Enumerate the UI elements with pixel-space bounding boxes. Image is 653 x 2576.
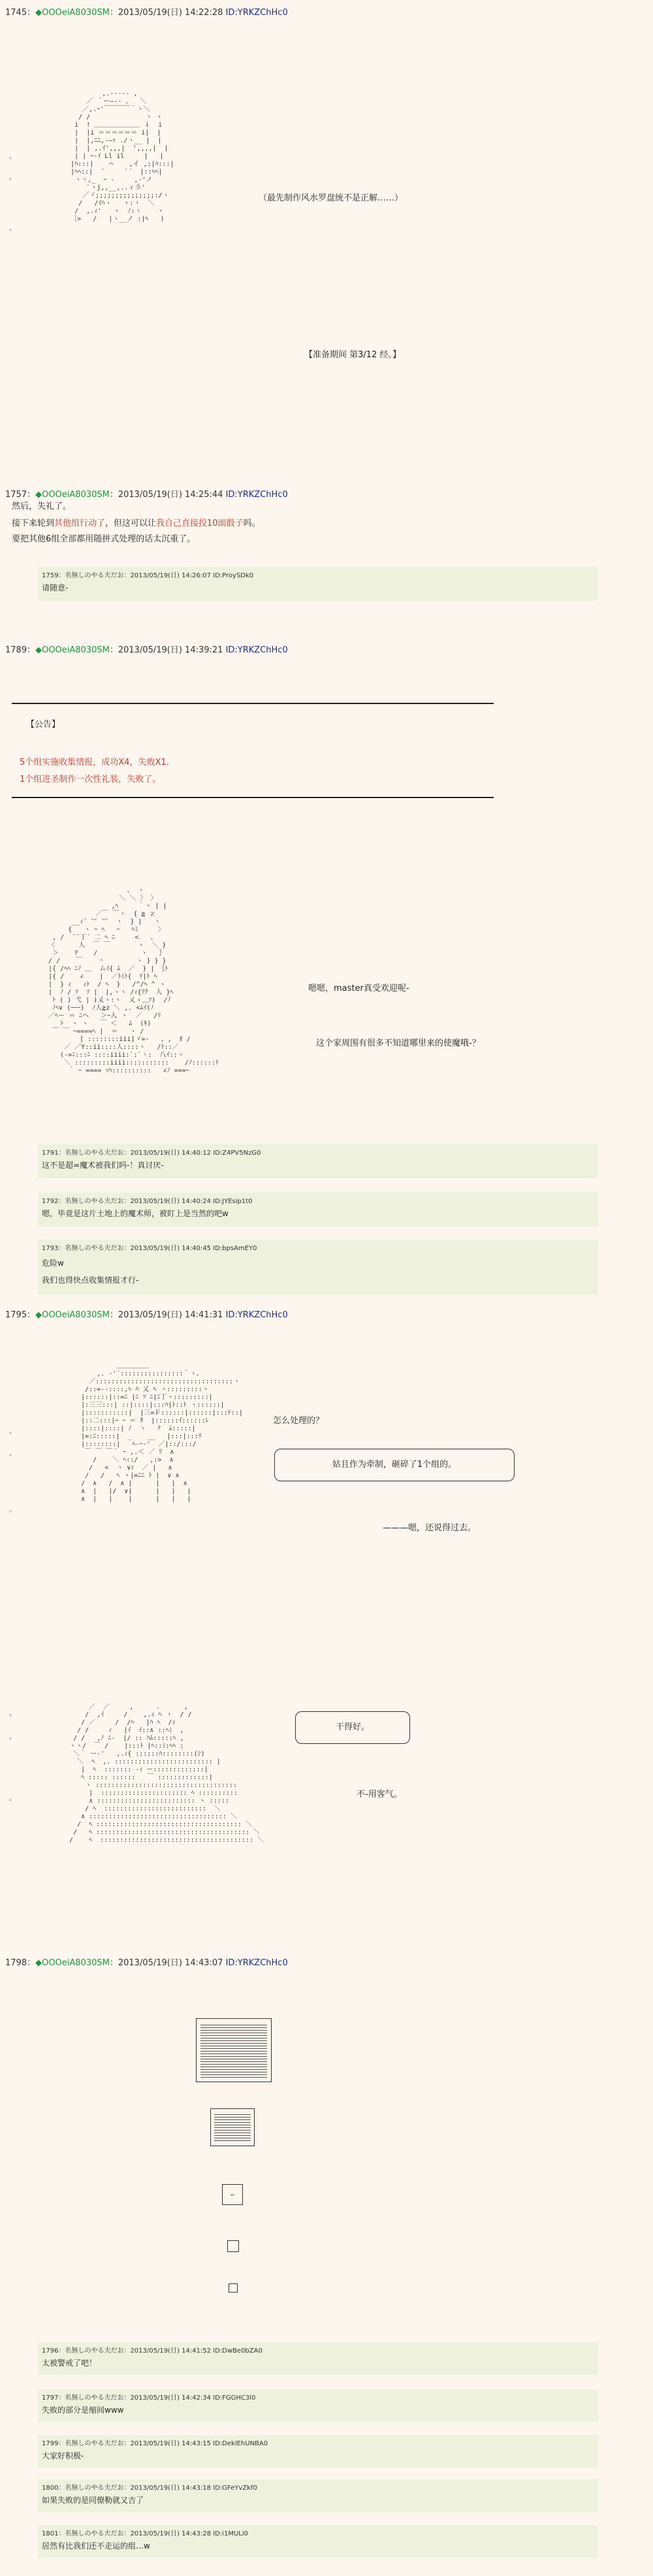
post-header-1745 <box>5 5 288 18</box>
notice-title: 【公告】 <box>26 720 61 730</box>
reply-body: 嗯，毕竟是这片土地上的魔术师，被盯上是当然的吧w <box>42 1209 229 1218</box>
ascii-art-character: ,.----- , ／ ｀ー―-- 、 ＼ ／,.ｰ'￣￣￣￣｀ヽ＼ / / ヽ ヽ i ! ＿＿＿＿＿＿＿ ｉ i | |i ＝＝＝＝＝＝ i| | | |,ﾆﾆ,-―ｧ ./ヽ__ | | | | ,.ｲ',,,| ',,,,| | | | ｰ-ｲ Ll il | | |ﾊ:::| ⌒ ,イ ,:|ﾊ:::| |ﾍﾍ::| ´ `´ |::ﾍﾍ| ヽヽ,_ ｰ ‐ ,-'ノ `ヽj,,__,..ィ彡' ／ヾ;;;;;;;;;;;;;;;:/ヽ / /ｲﾊヽ ヽ:ヽ ＼ / ,.ｨ' ヽ ﾉ:ヽ ヽ 〔> / |ヽ__ノ :|ﾍ ) <box>71 90 174 223</box>
poster-id[interactable]: ID:YRKZChHc0 <box>225 1310 288 1320</box>
reply-1800 <box>38 2479 598 2512</box>
speech-line: 嗯嗯，master真受欢迎呢- <box>308 984 409 993</box>
shrinking-square <box>229 2283 238 2293</box>
reply-1792 <box>38 1193 598 1227</box>
reply-header: 1793：名無しのやる夫だお：2013/05/19(日) 14:40:45 ID:bpsAmEY0 <box>42 1245 257 1252</box>
preparation-status: 【准备期间 第3/12 经。】 <box>304 350 401 360</box>
reply-1796 <box>38 2342 598 2375</box>
speech-line: 这个家周围有很多不知道哪里来的使魔哦-？ <box>316 1038 481 1048</box>
text-segment: 接下来轮到 <box>12 519 55 528</box>
reply-body: 失败的部分是缩间www <box>42 2406 124 2415</box>
divider <box>12 797 494 798</box>
question-text: 怎么处理的？ <box>273 1416 325 1426</box>
post-header-1789 <box>5 643 288 655</box>
aside-text: （最先制作风水罗盘统不是正解……） <box>259 193 404 203</box>
margin-dot <box>9 229 12 231</box>
reply-1759 <box>38 567 598 601</box>
post-number: 1795： <box>5 1310 36 1320</box>
reply-body: 太被警戒了吧！ <box>42 2359 97 2368</box>
post-line: 然后，失礼了。 <box>12 502 72 511</box>
margin-dot <box>9 1714 12 1716</box>
highlight-text: 其他组行动了 <box>54 519 106 528</box>
reply-header: 1801：名無しのやる夫だお：2013/05/19(日) 14:43:28 ID:i1MULi0 <box>42 2530 248 2537</box>
post-header-1798 <box>5 1956 288 1968</box>
reply-body: 大家好积极- <box>42 2451 84 2460</box>
narration-text: 不-用客气。 <box>357 1790 402 1799</box>
highlight-text: 我自己直接投10面骰子 <box>156 519 244 528</box>
text-segment: ，但这可以让 <box>105 519 157 528</box>
reply-1791 <box>38 1144 598 1178</box>
ascii-art-character: ／ ／ , ､ , / ,ｲ / ,.ｨ ﾍ ヽ / / / ／ / /ﾍ |ﾊ ﾍ /ｨ / / ｨ |ｲ ｲ::∧ ::ﾍﾐ , / / ,ﾉ ﾆ- |/ :: ﾊﾑ:::::ﾍ , ヽヽ/ ￣ / |:::ﾄ |ﾍ::ﾐ:ﾍﾍ : ＼｀ ー-' ,.ｨ{ ::::::ﾊ::::::::(ｼ) ＼ ﾍ ,. ::::::::::::::::::::::::: | | ﾍ ::::::: -ｨ ー:::::::::::::| ﾍ ::::: :::::: ￣ :::::::::::::| ヽ :::::::::::::::::::::::::::::::::::: | :::::::::::::::::::::: ﾍ :::::::::: ∧ ::::::::::::::::::::::::: ヽ ::::: / ﾍ :::::::::::::::::::::::::: ＼ ∧ ::::::::::::::::::::::::::::::::::: ＼ / ﾍ ::::::::::::::::::::::::::::::::::::: ＼ / ﾍ ::::::::::::::::::::::::::::::::::::::: ＼ / ﾍ ::::::::::::::::::::::::::::::::::::::: ＼ <box>69 1703 264 1844</box>
reply-header: 1791：名無しのやる夫だお：2013/05/19(日) 14:40:12 ID:Z4PV5NzG0 <box>42 1150 261 1157</box>
reply-header: 1796：名無しのやる夫だお：2013/05/19(日) 14:41:52 ID:DwBe0bZA0 <box>42 2347 263 2355</box>
reply-body: 居然有比我们还不走运的组…w <box>42 2541 150 2551</box>
speech-bubble: 干得好。 <box>295 1711 410 1744</box>
poster-trip[interactable]: ◆OOOeiA8030SM <box>35 490 110 500</box>
post-line <box>12 516 261 528</box>
ascii-art-character: 、 ヽ ＼ ＼ 〉 〉 ,ﾍ ｀ヽ | | ／￣ ￣ヽ { ≧ ｚ __ｨ´ ︶ ︶ ヽ } | ヽ { ヽ ｰ ﾍ ｰ ﾍﾐ 〉 , / ¨¨丁´ 二 ﾍ ﾆ < 、 〈 人 ￣ ￣ ヽ ＼ } ＞ ｦ / ヽ ｝ / / ￣ ＾ ヽ } } } |{ /ﾍﾍ ﾆﾉ ＿ ムｲ{ ﾑ ／ } | ｛ﾄ |{ / ∠ | ／ﾄﾐﾄ{ ﾘ|ﾄ ﾍ | } ｨ ｨﾄ / ﾍ } /^/ﾍ ^ ヽ | ﾉ / ｿ ｿ | |,ヽヽ /ｨ{ﾘｸ 人 }ﾍ ﾄ ( ) 弋 | )乂ヽ:ヽ 乂ゝ＿ｿ) /ﾉ ﾉﾍ∨ (ｰｰｰ) ﾉ人≧z ＼ ,. <ﾑｲ(ﾉ ／ﾍー ＝ ﾆヘ ＞ｰ入 ヽ ／ /ﾘ ﾄ ヽ ヽ ￣ ＜ ﾑ (ｷ) ￣ ￣ ｰ====ﾍ | ＝ ヽ / [ ::::::::iii]ゞ=‐ 。, ｵ / ／ ／Y::ii::::人::::ヽ /ﾄ::／ (‐=ﾆ:::ﾆ ::::iiii:`:`ヽ: 八ｲ::ヽ ＼ :::::::::iiii::::::::::: /ﾉ::::::ﾄ ｀ ｰ ==== ｯﾊ:::::::::: ∠ﾉ ===ｰ <box>48 887 219 1074</box>
reply-header: 1797：名無しのやる夫だお：2013/05/19(日) 14:42:34 ID:FGGHC3l0 <box>42 2394 256 2402</box>
divider <box>12 703 494 704</box>
margin-dot <box>9 1454 12 1457</box>
margin-dot <box>9 1799 12 1801</box>
reply-header: 1799：名無しのやる夫だお：2013/05/19(日) 14:43:15 ID:DeklEhUNBA0 <box>42 2440 268 2447</box>
notice-result: 5个组实施收集情报，成功X4，失败X1. <box>20 758 169 767</box>
poster-trip[interactable]: ◆OOOeiA8030SM <box>35 645 110 655</box>
post-header-1795 <box>5 1308 288 1320</box>
speech-bubble: 姑且作为牵制，砸碎了1个组的。 <box>274 1449 515 1481</box>
post-number: 1798： <box>5 1958 36 1968</box>
margin-dot <box>9 1737 12 1740</box>
shrinking-square <box>227 2240 239 2252</box>
margin-dot <box>9 178 12 180</box>
poster-id[interactable]: ID:YRKZChHc0 <box>225 645 288 655</box>
margin-dot <box>9 1432 12 1434</box>
poster-id[interactable]: ID:YRKZChHc0 <box>225 8 288 18</box>
narration-text: ———嗯，还说得过去。 <box>383 1523 477 1533</box>
poster-trip[interactable]: ◆OOOeiA8030SM <box>35 1958 110 1968</box>
post-line: 要把其他6组全部都用随拼式处理的话太沉重了。 <box>12 534 196 544</box>
shrinking-square <box>222 2184 243 2205</box>
shrinking-square <box>196 2018 272 2082</box>
reply-body: 如果失败的是同僚勒就又吉了 <box>42 2496 144 2505</box>
reply-1799 <box>38 2435 598 2468</box>
reply-body: 请随意- <box>42 583 69 592</box>
post-date: ：2013/05/19(日) 14:43:07 <box>109 1958 223 1968</box>
reply-body: 这不是超=魔术被我们吗-！真讨厌- <box>42 1161 164 1170</box>
post-date: ：2013/05/19(日) 14:39:21 <box>109 645 223 655</box>
post-date: ：2013/05/19(日) 14:22:28 <box>109 8 223 18</box>
post-date: ：2013/05/19(日) 14:41:31 <box>109 1310 223 1320</box>
post-date: ：2013/05/19(日) 14:25:44 <box>109 490 223 500</box>
post-number: 1745： <box>5 8 36 18</box>
poster-id[interactable]: ID:YRKZChHc0 <box>225 490 288 500</box>
margin-dot <box>9 1510 12 1513</box>
reply-body: 危险w 我们也得快点收集情报才行- <box>42 1259 139 1285</box>
ascii-art-character: ＿＿＿＿＿ ,. ‐'´::::::::::::::::｀ヽ、 ／:::::::::::::::::::::::::::::::::::ヽ /::=‐-::::,ﾍ ﾊ 乂 ﾍ ヽ:::::::::ヽ |::::::|::=ﾆ |ﾆ ｿ ﾆ|ﾆ丁ヽ:::::::::| |:三三:::| ::|::::|:::ﾊ|ﾄ::ﾄ ヽ::::::| |:::::::::::| |三=Ｆ::::::|::::::|:::ﾄ::| |::二:::|ｰ ｰ ＝ ﾀ |::::::ｲ::::::ﾚ |::::|::::| ﾉ ヽ ﾅ ﾑ:::::| |=:ﾆ:::::| _ __ |:::|:::ﾘ |::::::::| ﾍ‐ｰ-' ／|::/:::/ ￣ ￣ ￣｀ ｰ ,.＜ ／ ﾘ ∧ / ＼ ﾍ::/ ,:> ∧ / < ヽ ∨ｨ ／ | ∧ / / ﾍ ヽ|=ﾆﾆ ﾄ | ∨ ∧ / ∧ / ∧ | | | ∧ ∧ | |/ ∨| | | | ∧ | | | | | | <box>81 1362 243 1503</box>
poster-trip[interactable]: ◆OOOeiA8030SM <box>35 1310 110 1320</box>
shrinking-square <box>210 2108 255 2146</box>
post-number: 1757： <box>5 490 36 500</box>
reply-1793 <box>38 1240 598 1295</box>
reply-1797 <box>38 2389 598 2422</box>
reply-header: 1759：名無しのやる夫だお：2013/05/19(日) 14:26:07 ID:ProySDk0 <box>42 572 254 579</box>
reply-header: 1800：名無しのやる夫だお：2013/05/19(日) 14:43:18 ID:GFeYvZkf0 <box>42 2485 257 2492</box>
post-header-1757 <box>5 487 288 500</box>
reply-1801 <box>38 2525 598 2558</box>
notice-result: 1个组进圣制作一次性礼装，失败了。 <box>20 775 161 784</box>
text-segment: 吗。 <box>243 519 261 528</box>
margin-dot <box>9 157 12 159</box>
poster-id[interactable]: ID:YRKZChHc0 <box>225 1958 288 1968</box>
poster-trip[interactable]: ◆OOOeiA8030SM <box>35 8 110 18</box>
reply-header: 1792：名無しのやる夫だお：2013/05/19(日) 14:40:24 ID:JYEsip1t0 <box>42 1198 253 1205</box>
post-number: 1789： <box>5 645 36 655</box>
